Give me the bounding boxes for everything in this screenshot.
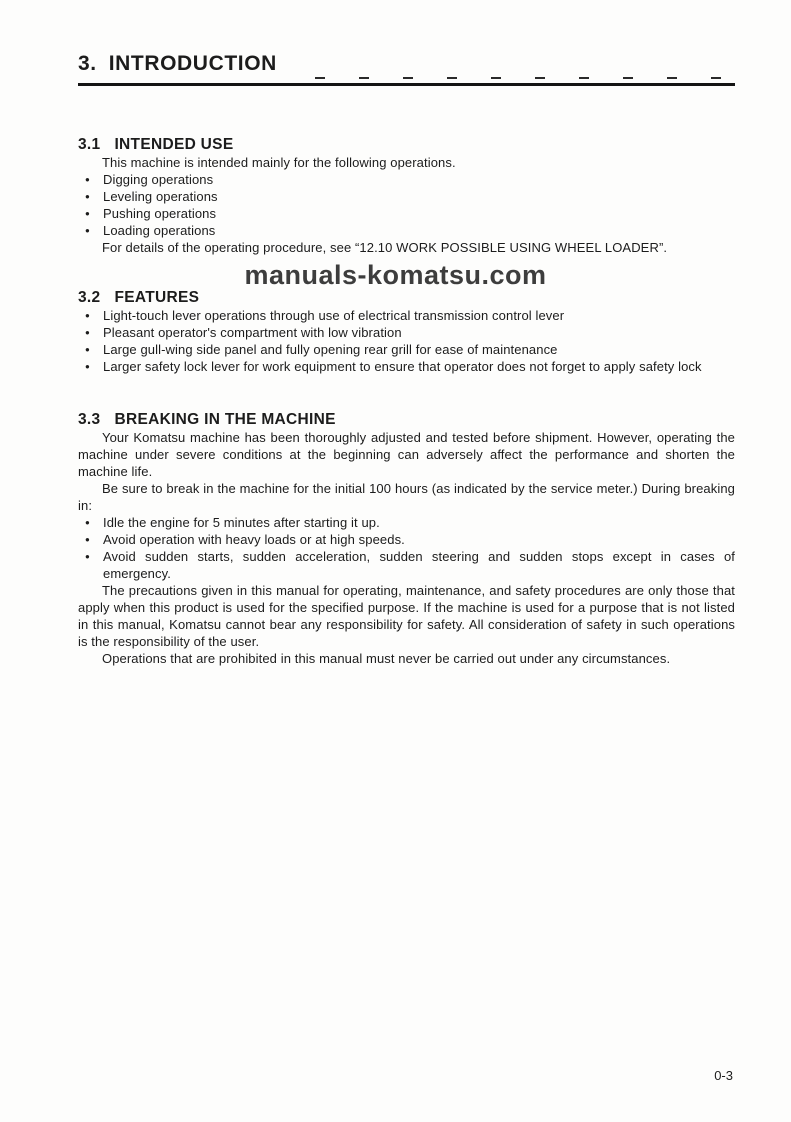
- list-item: [78, 531, 735, 548]
- list-item-text: Idle the engine for 5 minutes after starting it up.: [103, 515, 380, 530]
- section-heading: [78, 411, 735, 429]
- list-item: [78, 307, 735, 324]
- list-item-text: Loading operations: [103, 223, 216, 238]
- list-item-text: Avoid operation with heavy loads or at high speeds.: [103, 532, 405, 547]
- heading-label: INTENDED USE: [114, 136, 234, 153]
- bullet-icon: ●: [85, 328, 90, 337]
- paragraph: For details of the operating procedure, see “12.10 WORK POSSIBLE USING WHEEL LOADER”.: [102, 240, 668, 255]
- bullet-icon: ●: [85, 518, 90, 527]
- heading-label: FEATURES: [114, 289, 200, 306]
- list-item-text: Larger safety lock lever for work equipment to ensure that operator does not forget to apply safety lock: [103, 359, 702, 374]
- section-breaking-in: [78, 411, 735, 667]
- heading-number: 3.2: [78, 289, 101, 306]
- heading-number: 3.1: [78, 136, 101, 153]
- bullet-list: [78, 171, 735, 239]
- title-rule: [78, 83, 735, 86]
- paragraph: This machine is intended mainly for the following operations.: [102, 155, 456, 170]
- bullet-icon: ●: [85, 552, 90, 561]
- bullet-icon: ●: [85, 535, 90, 544]
- paragraph: Your Komatsu machine has been thoroughly adjusted and tested before shipment. However, operating the machine under severe conditions at the beginning can adversely affect the performance and shorten the machine life.: [78, 430, 735, 479]
- section-intended-use: [78, 136, 735, 256]
- list-item: [78, 222, 735, 239]
- list-item: [78, 171, 735, 188]
- list-item-text: Leveling operations: [103, 189, 218, 204]
- list-item-text: Pleasant operator's compartment with low vibration: [103, 325, 402, 340]
- list-item: [78, 324, 735, 341]
- watermark: manuals-komatsu.com: [244, 260, 547, 290]
- heading-label: BREAKING IN THE MACHINE: [114, 411, 336, 428]
- bullet-icon: ●: [85, 362, 90, 371]
- paragraph: Be sure to break in the machine for the initial 100 hours (as indicated by the service meter.) During breaking in:: [78, 481, 735, 513]
- section-features: [78, 289, 735, 375]
- list-item-text: Pushing operations: [103, 206, 217, 221]
- list-item: [78, 188, 735, 205]
- list-item: [78, 548, 735, 582]
- page-number: 0-3: [714, 1068, 733, 1083]
- section-heading: [78, 136, 735, 154]
- list-item: [78, 205, 735, 222]
- title-label: INTRODUCTION: [108, 52, 277, 75]
- bullet-icon: ●: [85, 345, 90, 354]
- section-heading: [78, 289, 735, 307]
- paragraph: Operations that are prohibited in this manual must never be carried out under any circumstances.: [102, 651, 671, 666]
- bullet-list: [78, 307, 735, 375]
- list-item: [78, 341, 735, 358]
- bullet-icon: ●: [85, 209, 90, 218]
- paragraph: The precautions given in this manual for operating, maintenance, and safety procedures are only those that apply when this product is used for the specified purpose. If the machine is used for a purpose that is not listed in this manual, Komatsu cannot bear any responsibility for safety. All consideration of safety in such operations is the responsibility of the user.: [78, 583, 735, 649]
- page-title: [78, 52, 735, 76]
- bullet-icon: ●: [85, 226, 90, 235]
- list-item: [78, 358, 735, 375]
- scan-dash-artifacts: [315, 77, 735, 79]
- bullet-icon: ●: [85, 175, 90, 184]
- list-item: [78, 514, 735, 531]
- bullet-list: [78, 514, 735, 582]
- list-item-text: Large gull-wing side panel and fully opening rear grill for ease of maintenance: [103, 342, 558, 357]
- bullet-icon: ●: [85, 192, 90, 201]
- list-item-text: Avoid sudden starts, sudden acceleration, sudden steering and sudden stops except in cases of emergency.: [103, 549, 735, 581]
- list-item-text: Digging operations: [103, 172, 214, 187]
- list-item-text: Light-touch lever operations through use of electrical transmission control lever: [103, 308, 565, 323]
- bullet-icon: ●: [85, 311, 90, 320]
- title-number: 3.: [78, 52, 97, 75]
- heading-number: 3.3: [78, 411, 101, 428]
